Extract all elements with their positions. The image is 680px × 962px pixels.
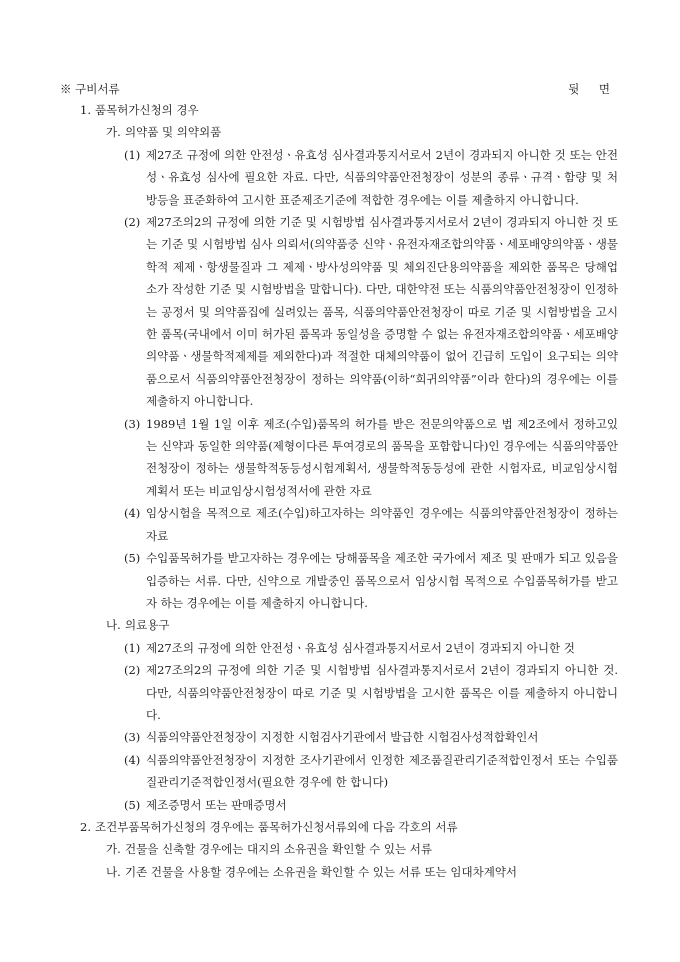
subsection-mark: 가.: [106, 125, 121, 140]
item-text: 제27조의 규정에 의한 안전성ㆍ유효성 심사결과통지서로서 2년이 경과되지 아니한 것: [146, 640, 575, 655]
item-text: 수입품목허가를 받고자하는 경우에는 당해품목을 제조한 국가에서 제조 및 판매가 되고 있음을 입증하는 서류. 다만, 신약으로 개발중인 품목으로서 임상시험 목적으로 수입품목허가를 받고자 하는 경우에는 이를 제출하지 아니합니다.: [146, 551, 618, 610]
section-heading: [0, 99, 680, 121]
item-text: 식품의약품안전청장이 지정한 조사기관에서 인정한 제조품질관리기준적합인정서 또는 수입품질관리기준적합인정서(필요한 경우에 한 합니다): [146, 752, 618, 790]
item-number: (2): [124, 215, 141, 229]
list-item: [124, 413, 618, 503]
document-title: ※ 구비서류: [60, 82, 120, 96]
subsection-heading: [0, 838, 680, 860]
subsection-title: 의료용구: [125, 618, 170, 633]
list-item: [124, 726, 618, 748]
section-number: 1.: [80, 103, 91, 117]
subsection-mark: 나.: [106, 864, 121, 879]
item-number: (3): [124, 730, 141, 745]
subsection-heading: [0, 861, 680, 883]
list-item: [124, 211, 618, 413]
document-body: [0, 99, 680, 883]
subsection-mark: 나.: [106, 618, 121, 633]
item-number: (4): [124, 506, 141, 521]
subsection-mark: 가.: [106, 842, 121, 857]
item-text: 제27조 규정에 의한 안전성ㆍ유효성 심사결과통지서로서 2년이 경과되지 아니한 것 또는 안전성ㆍ유효성 심사에 필요한 자료. 다만, 식품의약품안전청장이 성분의 종류ㆍ규격ㆍ함량 및 처방등을 표준화하여 고시한 표준제조기준에 적합한 경우에는 이를 제출하지 아니합니다.: [146, 147, 618, 207]
item-text: 1989년 1월 1일 이후 제조(수입)품목의 허가를 받은 전문의약품으로 법 제2조에서 정하고있는 신약과 동일한 의약품(제형이다른 투여경로의 품목을 포함합니다)인 경우에는 식품의약품안전청장이 정하는 생물학적동등성시험계획서, 생물학적동등성에 관한 시험자료, 비교임상시험계획서 또는 비교임상시험성적서에 관한 자료: [146, 416, 618, 498]
subsection-heading: [0, 121, 680, 143]
item-number: (4): [124, 752, 141, 767]
page-header: [60, 80, 618, 98]
section-heading: [0, 816, 680, 838]
section-title: 품목허가신청의 경우: [95, 103, 199, 117]
item-text: 식품의약품안전청장이 지정한 시험검사기관에서 발급한 시험검사성적합확인서: [146, 730, 539, 745]
list-item: [124, 637, 618, 659]
page-side-label: 뒷 면: [568, 82, 618, 96]
subsection-title: 건물을 신축할 경우에는 대지의 소유권을 확인할 수 있는 서류: [125, 842, 432, 857]
item-text: 제조증명서 또는 판매증명서: [146, 797, 287, 812]
item-text: 임상시험을 목적으로 제조(수입)하고자하는 의약품인 경우에는 식품의약품안전청장이 정하는 자료: [146, 506, 618, 543]
item-number: (3): [124, 416, 141, 431]
list-item: [124, 659, 618, 726]
item-text: 제27조의2의 규정에 의한 기준 및 시험방법 심사결과통지서로서 2년이 경과되지 아니한 것 또는 기준 및 시험방법 심사 의뢰서(의약품중 신약ㆍ유전자재조합의약품ㆍ세포배양의약품ㆍ생물학적 제제ㆍ항생물질과 그 제제ㆍ방사성의약품 및 체외진단용의약품을 제외한 품목은 당해업소가 작성한 기준 및 시험방법을 말합니다). 다만, 대한약전 또는 식품의약품안전청장이 인정하는 공정서 및 의약품집에 실려있는 품목, 식품의약품안전청장이 따로 기준 및 시험방법을 고시한 품목(국내에서 이미 허가된 품목과 동일성을 증명할 수 없는 유전자재조합의약품ㆍ세포배양의약품ㆍ생물학적제제를 제외한다)과 적절한 대체의약품이 없어 긴급히 도입이 요구되는 의약품으로서 식품의약품안전청장이 정하는 의약품(이하“희귀의약품”이라 한다)의 경우에는 이를 제출하지 아니합니다.: [146, 215, 618, 409]
list-item: [124, 144, 618, 211]
list-item: [124, 502, 618, 547]
item-number: (5): [124, 551, 141, 566]
list-item: [124, 547, 618, 614]
subsection-heading: [0, 614, 680, 636]
item-number: (2): [124, 663, 141, 678]
item-number: (5): [124, 797, 141, 812]
section-number: 2.: [80, 819, 91, 834]
subsection-title: 기존 건물을 사용할 경우에는 소유권을 확인할 수 있는 서류 또는 임대차계약서: [125, 864, 518, 879]
section-title: 조건부품목허가신청의 경우에는 품목허가신청서류외에 다음 각호의 서류: [95, 819, 458, 834]
item-number: (1): [124, 640, 141, 655]
list-item: [124, 749, 618, 794]
subsection-title: 의약품 및 의약외품: [125, 125, 222, 140]
item-number: (1): [124, 147, 141, 162]
item-text: 제27조의2의 규정에 의한 기준 및 시험방법 심사결과통지서로서 2년이 경과되지 아니한 것. 다만, 식품의약품안전청장이 따로 기준 및 시험방법을 고시한 품목은 이를 제출하지 아니합니다.: [146, 663, 618, 722]
list-item: [124, 794, 618, 816]
